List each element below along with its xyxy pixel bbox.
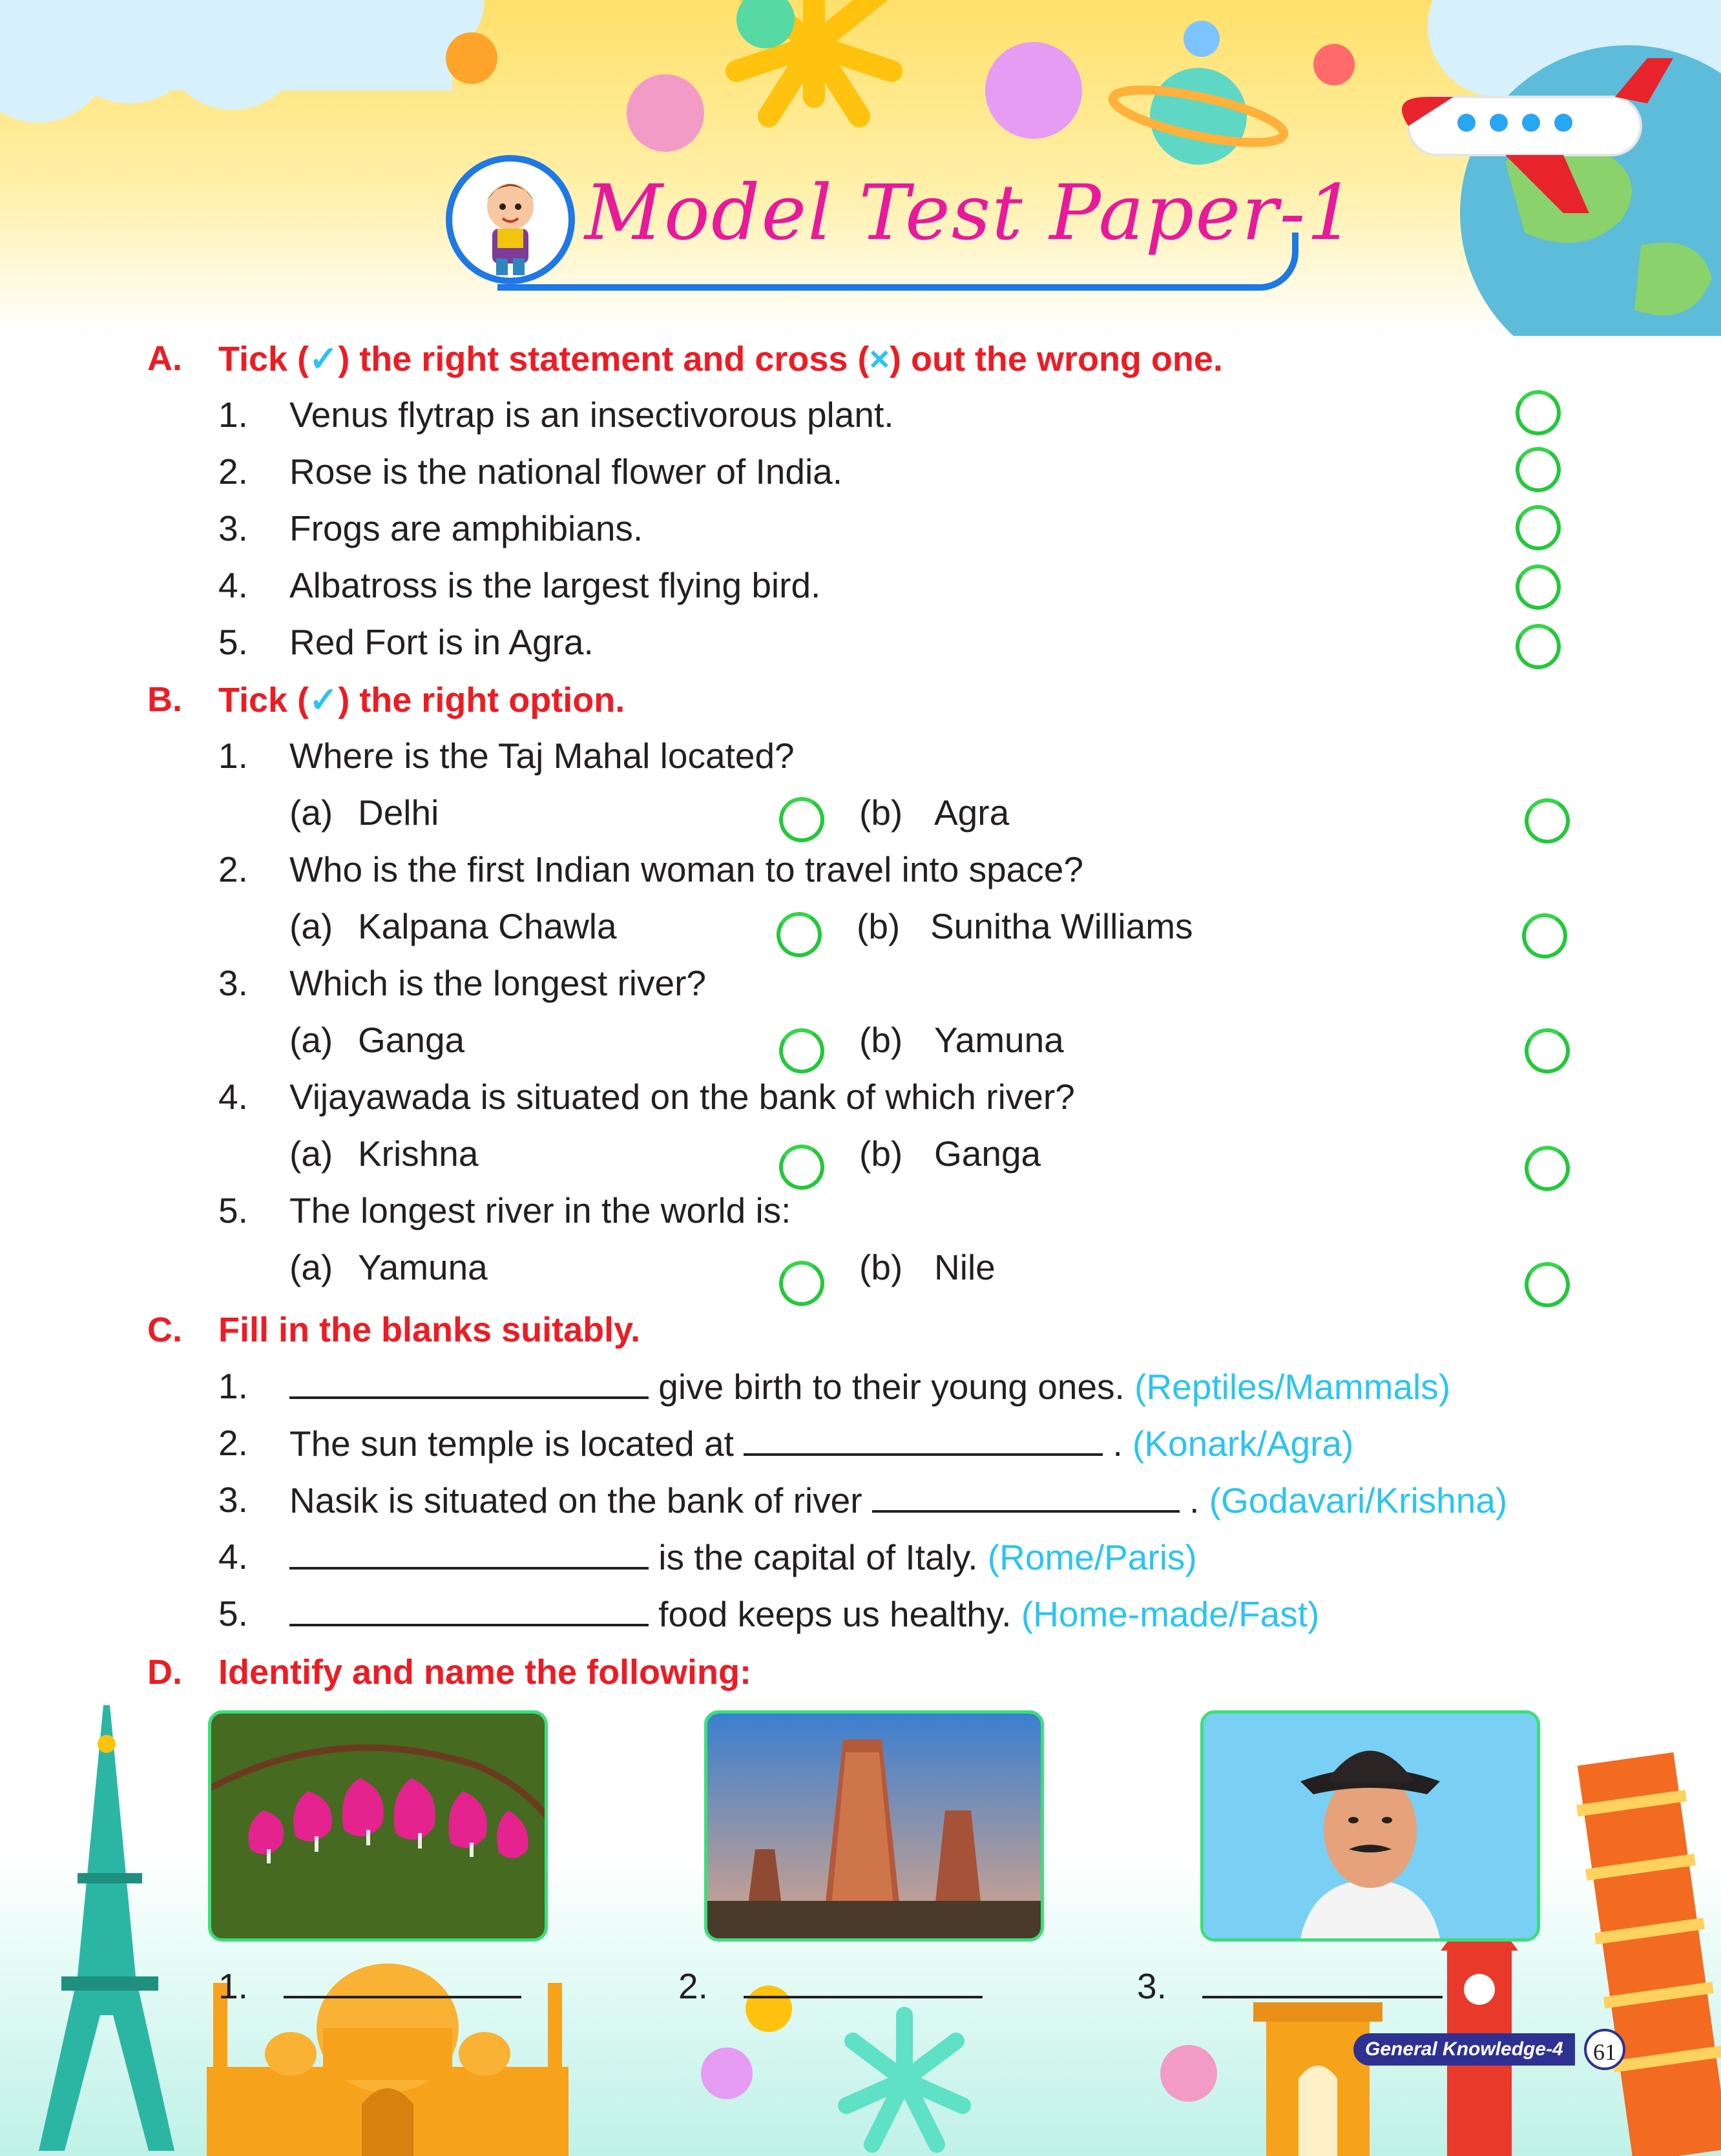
option-a-text: Yamuna [358,1247,488,1287]
blank-number: 1. [218,1366,248,1406]
option-a-text: Kalpana Chawla [358,906,617,946]
option-b-text: Ganga [934,1134,1041,1174]
answer-circle[interactable] [1511,442,1565,496]
flower-burst [846,2015,963,2144]
option-a-text: Delhi [358,793,439,833]
bubble-purple [985,42,1082,139]
option-b-circle[interactable] [1518,909,1571,962]
identify-number: 1. [218,1966,248,2006]
identify-row [218,1965,521,2007]
title-banner [446,155,1357,291]
question-text: Who is the first Indian woman to travel into space? [289,849,1083,889]
option-b-circle[interactable] [1520,1024,1574,1077]
answer-blank[interactable] [872,1479,1180,1513]
instruction-part: Tick ( [218,681,309,720]
portrait-photo [1200,1710,1540,1942]
instruction-part: ) the right statement and cross ( [338,340,870,378]
bubble-pink [627,74,704,152]
section-a-instruction [218,338,1223,379]
answer-circle[interactable] [1511,619,1565,673]
option-b-text: Sunitha Williams [930,906,1193,946]
statement-number: 3. [218,508,248,548]
section-d-letter: D. [147,1653,182,1692]
answer-hint: (Konark/Agra) [1132,1424,1354,1464]
bubble-blue [1184,21,1220,57]
section-b-letter: B. [147,680,182,719]
statement-text: Rose is the national flower of India. [289,451,843,492]
option-a-label: (a) [289,1134,333,1174]
blank-number: 2. [218,1423,248,1463]
option-b-circle[interactable] [1520,1141,1574,1195]
fill-blank-row [289,1593,1319,1635]
boy-mascot-icon [446,155,575,284]
option-b-label: (b) [857,906,901,946]
identify-row [678,1965,983,2007]
book-title-badge: General Knowledge-4 [1353,2033,1575,2066]
option-b-circle[interactable] [1520,794,1574,847]
option-a-circle[interactable] [775,1256,828,1310]
blank-number: 5. [218,1593,248,1633]
option-b-label: (b) [859,793,903,833]
fill-blank-row [289,1536,1197,1578]
bubble-red [1313,44,1355,85]
identify-row [1137,1965,1443,2007]
answer-circle[interactable] [1511,386,1565,439]
answer-blank[interactable] [744,1965,983,1998]
bubble-pink-footer [1160,2045,1217,2102]
page-number: 61 [1584,2029,1625,2070]
answer-hint: (Reptiles/Mammals) [1134,1367,1451,1407]
answer-blank[interactable] [289,1593,649,1626]
option-a-circle[interactable] [775,1140,828,1194]
answer-hint: (Rome/Paris) [987,1537,1197,1577]
statement-number: 2. [218,451,248,492]
option-b-text: Agra [934,793,1010,833]
tick-mark-icon: ✓ [309,681,339,720]
blank-text-after: . [1103,1424,1123,1464]
section-a-letter: A. [147,339,182,378]
question-text: Which is the longest river? [289,963,706,1003]
planet-icon [1109,68,1288,165]
blank-text-before: The sun temple is located at [289,1424,744,1464]
instruction-part: ) out the wrong one. [890,340,1223,378]
option-a-label: (a) [289,1247,333,1287]
identify-number: 3. [1137,1966,1167,2006]
blank-text-after: . [1179,1480,1200,1520]
option-a-label: (a) [289,1020,333,1060]
option-b-text: Nile [934,1247,996,1287]
instruction-part: ) the right option. [338,681,625,720]
question-text: Where is the Taj Mahal located? [289,736,795,776]
question-number: 2. [218,849,248,889]
option-a-label: (a) [289,906,333,946]
question-text: Vijayawada is situated on the bank of which river? [289,1077,1075,1117]
question-number: 4. [218,1077,248,1117]
option-a-text: Krishna [358,1134,479,1174]
bubble-purple-footer [701,2047,753,2099]
section-c-instruction: Fill in the blanks suitably. [218,1311,641,1349]
option-a-circle[interactable] [772,907,826,961]
question-text: The longest river in the world is: [289,1190,791,1230]
blank-number: 4. [218,1537,248,1577]
statement-number: 1. [218,395,248,435]
cross-mark-icon: × [869,340,890,378]
blank-text-before: Nasik is situated on the bank of river [289,1480,872,1520]
identify-number: 2. [678,1966,708,2006]
statement-number: 4. [218,565,248,605]
fill-blank-row [289,1422,1353,1464]
option-a-text: Ganga [358,1020,465,1060]
tick-mark-icon: ✓ [309,340,339,378]
answer-blank[interactable] [744,1422,1103,1456]
blank-number: 3. [218,1480,248,1520]
answer-circle[interactable] [1511,560,1565,614]
cloud-left [0,0,485,123]
fill-blank-row [289,1479,1507,1521]
answer-hint: (Godavari/Krishna) [1209,1480,1508,1520]
bubble-orange [446,32,497,84]
answer-blank[interactable] [284,1965,521,1998]
section-c-letter: C. [147,1311,182,1349]
option-b-label: (b) [859,1020,903,1060]
answer-circle[interactable] [1511,501,1565,554]
option-a-label: (a) [289,793,333,833]
fill-blank-row [289,1365,1450,1407]
answer-hint: (Home-made/Fast) [1021,1594,1320,1634]
statement-number: 5. [218,622,248,662]
leaning-tower-icon [1571,1752,1721,2156]
blank-text-after: is the capital of Italy. [649,1537,978,1577]
question-number: 1. [218,736,248,776]
option-a-circle[interactable] [775,1024,828,1077]
answer-blank[interactable] [1202,1965,1443,1998]
instruction-part: Tick ( [218,340,309,378]
option-a-circle[interactable] [775,793,828,846]
section-d-instruction: Identify and name the following: [218,1653,752,1692]
eiffel-tower-icon [39,1705,174,2151]
statement-text: Frogs are amphibians. [289,508,643,548]
statement-text: Red Fort is in Agra. [289,622,594,662]
bubble-green [736,0,795,48]
statement-text: Albatross is the largest flying bird. [289,565,821,605]
statement-text: Venus flytrap is an insectivorous plant. [289,395,894,435]
section-b-instruction [218,679,625,720]
temple-photo [704,1710,1044,1942]
page-title: Model Test Paper-1 [585,168,1357,257]
question-number: 3. [218,963,248,1003]
answer-blank[interactable] [289,1365,649,1399]
india-gate-icon [1253,2002,1382,2156]
option-b-circle[interactable] [1520,1258,1574,1311]
answer-blank[interactable] [289,1536,649,1570]
option-b-label: (b) [859,1247,903,1287]
blank-text-after: food keeps us healthy. [649,1594,1012,1634]
flower-photo [208,1710,548,1942]
question-number: 5. [218,1190,248,1230]
option-b-text: Yamuna [934,1020,1064,1060]
blank-text-after: give birth to their young ones. [649,1367,1125,1407]
option-b-label: (b) [859,1134,903,1174]
